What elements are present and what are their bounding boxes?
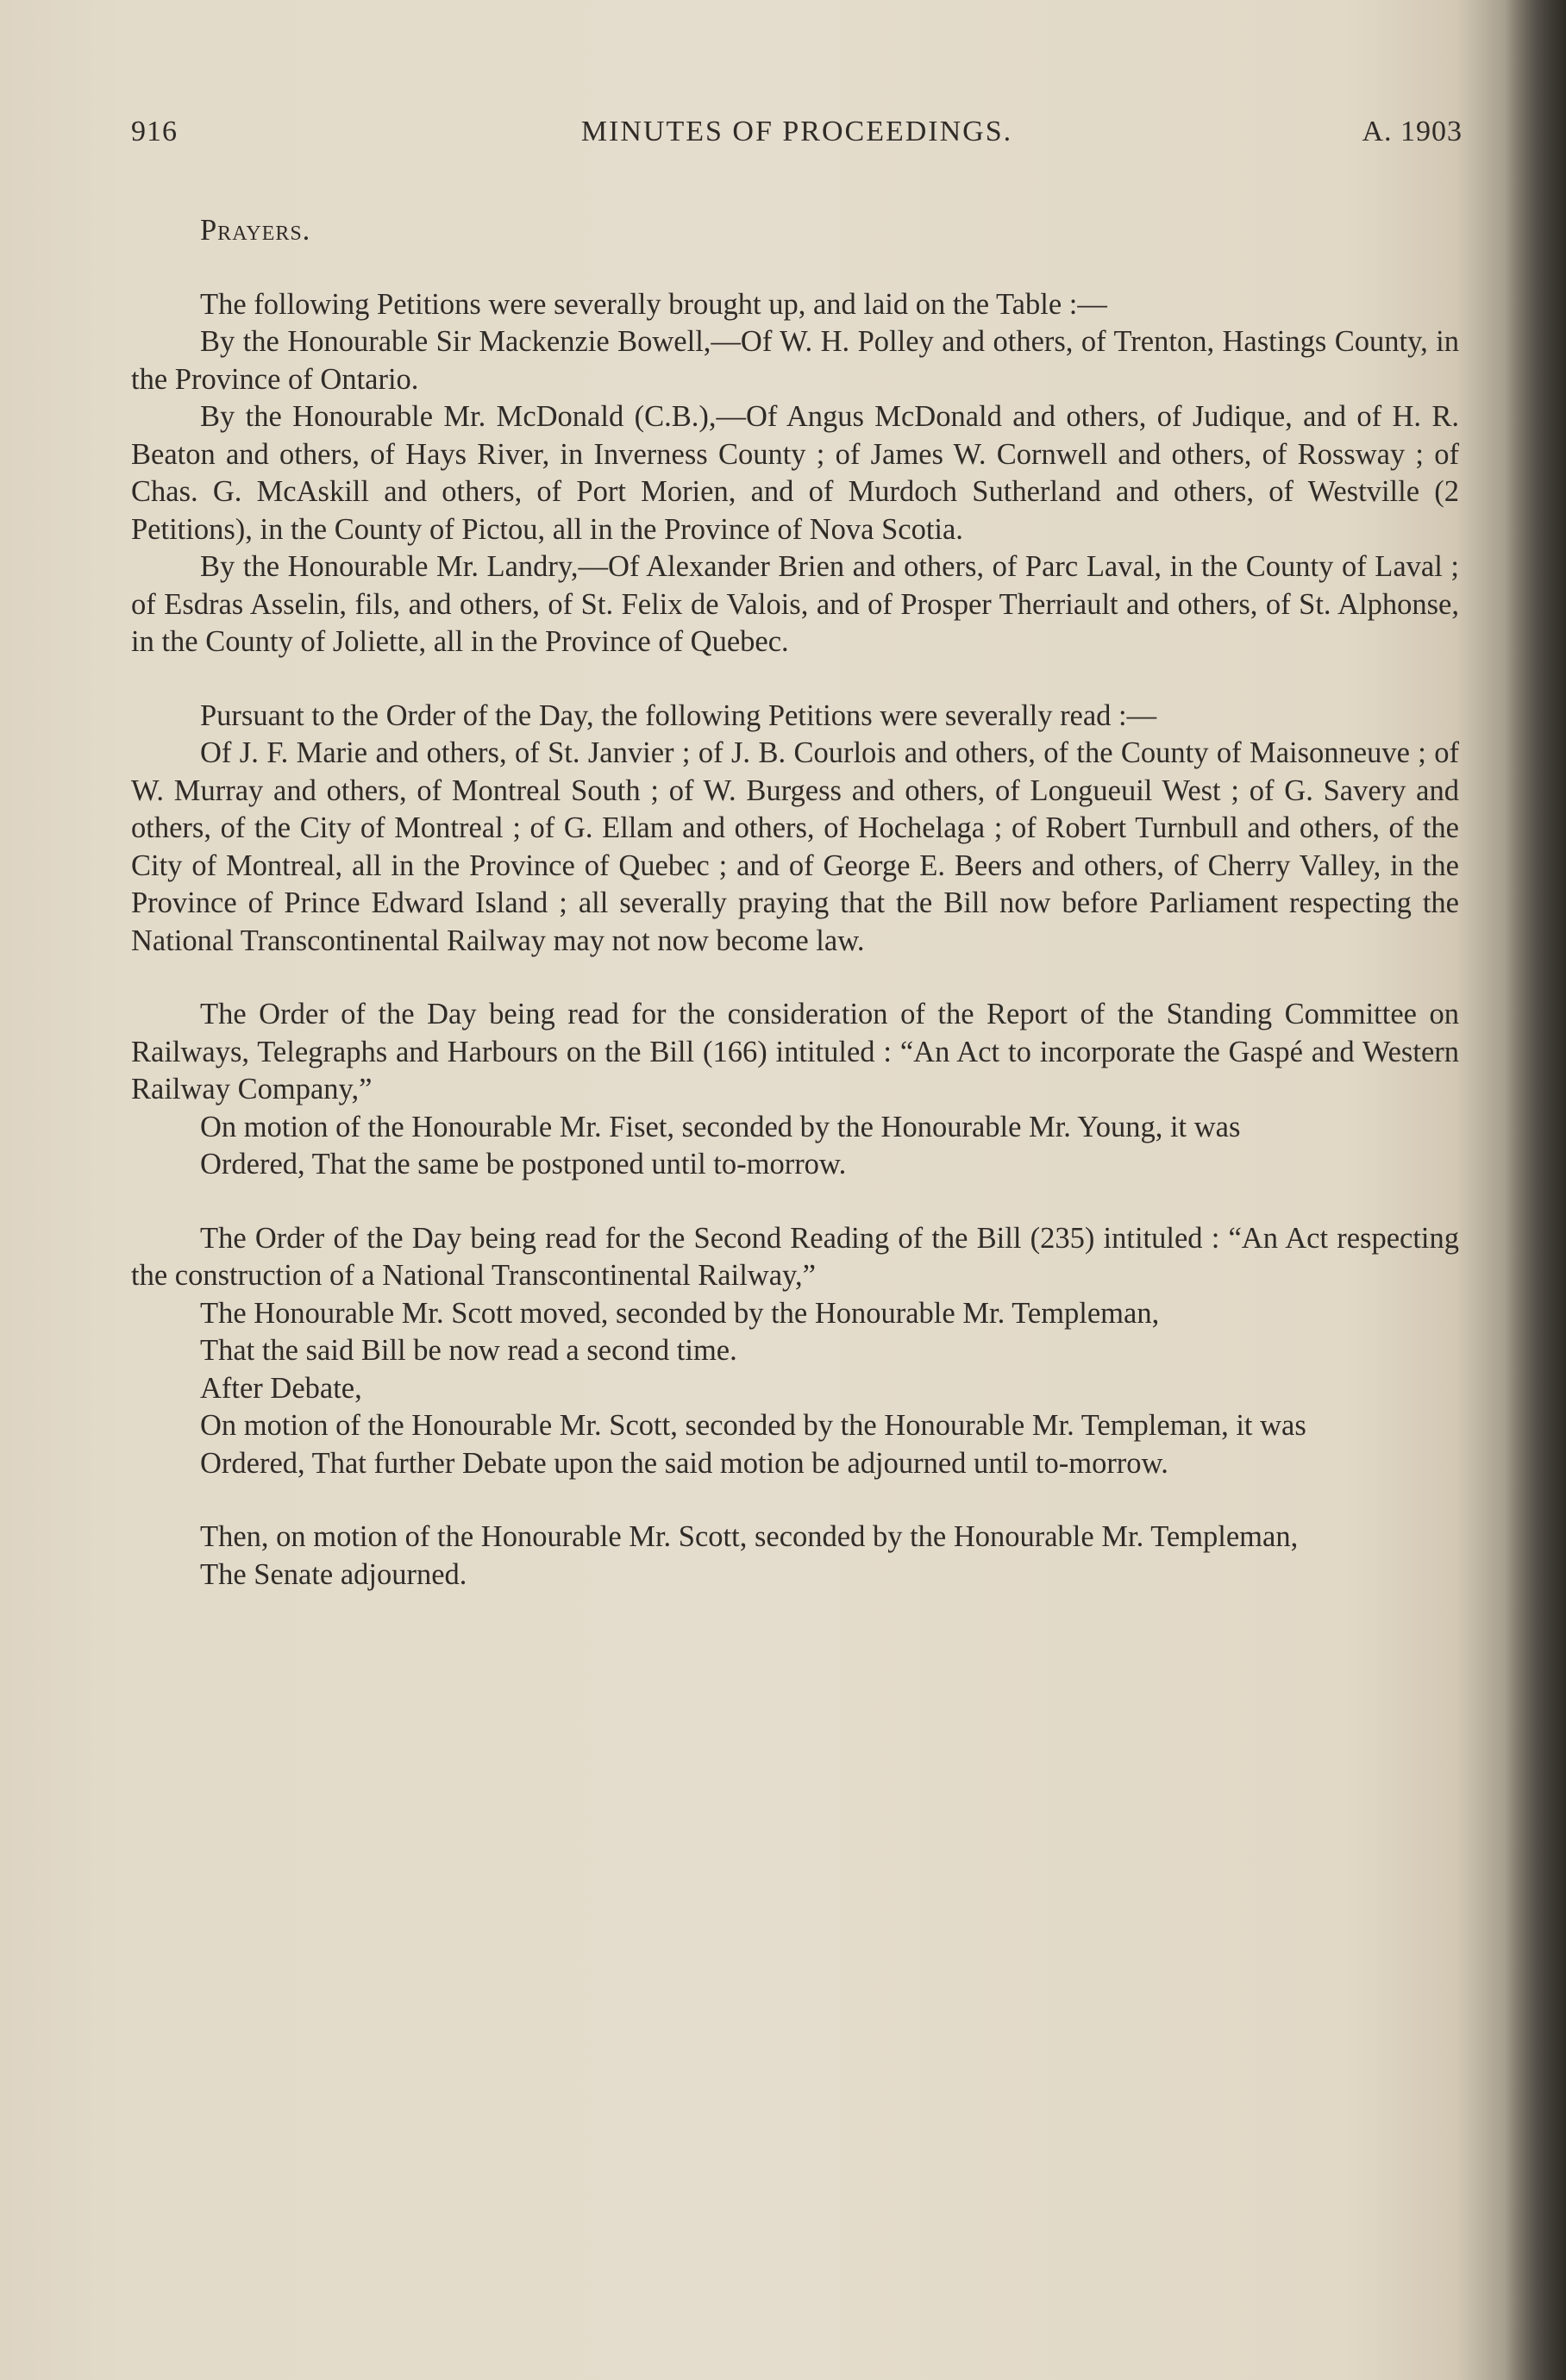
header-title: MINUTES OF PROCEEDINGS.: [580, 116, 1013, 147]
second-time-paragraph: That the said Bill be now read a second time.: [200, 1334, 737, 1367]
after-debate-paragraph: After Debate,: [200, 1371, 362, 1405]
section-heading-prayers: Prayers.: [200, 214, 311, 247]
petition-mcdonald-paragraph: By the Honourable Mr. McDonald (C.B.),—Of Angus McDonald and others, of Judique, and of H. R. Beaton and others, of Hays River, in Inverness County ; of James W. Cornwell and others, of Rossway ; of Chas. G. McAskill and others, of Port Morien, and of Murdoch Sutherland and others, of Westville (2 Petitions), in the County of Pictou, all in the Province of Nova Scotia.: [131, 400, 1459, 546]
closing-motion-paragraph: Then, on motion of the Honourable Mr. Scott, seconded by the Honourable Mr. Templeman,: [200, 1520, 1299, 1553]
running-header: [131, 116, 1463, 153]
header-year: A. 1903: [1362, 116, 1463, 147]
senate-adjourned-paragraph: The Senate adjourned.: [200, 1557, 467, 1591]
petitions-read-list-paragraph: Of J. F. Marie and others, of St. Janvier ; of J. B. Courlois and others, of the County of Maisonneuve ; of W. Murray and others, of Montreal South ; of W. Burgess and others, of Longueuil West ; of G. Savery and others, of the City of Montreal ; of G. Ellam and others, of Hochelaga ; of Robert Turnbull and others, of the City of Montreal, all in the Province of Quebec ; and of George E. Beers and others, of Cherry Valley, in the Province of Prince Edward Island ; all severally praying that the Bill now before Parliament respecting the National Transcontinental Railway may not now become law.: [131, 736, 1459, 957]
order-gaspe-bill-paragraph: The Order of the Day being read for the consideration of the Report of the Standing Committee on Railways, Telegraphs and Harbours on the Bill (166) intituled : “An Act to incorporate the Gaspé and Western Railway Company,”: [131, 998, 1459, 1105]
ordered-adjourned-paragraph: Ordered, That further Debate upon the said motion be adjourned until to-morrow.: [200, 1446, 1168, 1480]
petition-landry-paragraph: By the Honourable Mr. Landry,—Of Alexander Brien and others, of Parc Laval, in the County of Laval ; of Esdras Asselin, fils, and others, of St. Felix de Valois, and of Prosper Therriault and others, of St. Alphonse, in the County of Joliette, all in the Province of Quebec.: [131, 550, 1459, 658]
motion-fiset-paragraph: On motion of the Honourable Mr. Fiset, seconded by the Honourable Mr. Young, it was: [200, 1110, 1241, 1143]
scott-moved-paragraph: The Honourable Mr. Scott moved, seconded by the Honourable Mr. Templeman,: [200, 1296, 1160, 1330]
ordered-postponed-paragraph: Ordered, That the same be postponed until to-morrow.: [200, 1148, 847, 1181]
motion-scott-paragraph: On motion of the Honourable Mr. Scott, seconded by the Honourable Mr. Templeman, it was: [200, 1409, 1306, 1442]
petitions-intro-paragraph: The following Petitions were severally brought up, and laid on the Table :—: [200, 287, 1107, 321]
minutes-body: [131, 212, 1459, 1594]
order-second-reading-paragraph: The Order of the Day being read for the Second Reading of the Bill (235) intituled : “An Act respecting the construction of a National Transcontinental Railway,”: [131, 1221, 1459, 1292]
petition-bowell-paragraph: By the Honourable Sir Mackenzie Bowell,—Of W. H. Polley and others, of Trenton, Hastings County, in the Province of Ontario.: [131, 325, 1459, 396]
page-number: 916: [131, 116, 178, 147]
petitions-read-intro-paragraph: Pursuant to the Order of the Day, the following Petitions were severally read :—: [200, 698, 1157, 732]
page-gutter-shadow: [1506, 0, 1566, 2380]
